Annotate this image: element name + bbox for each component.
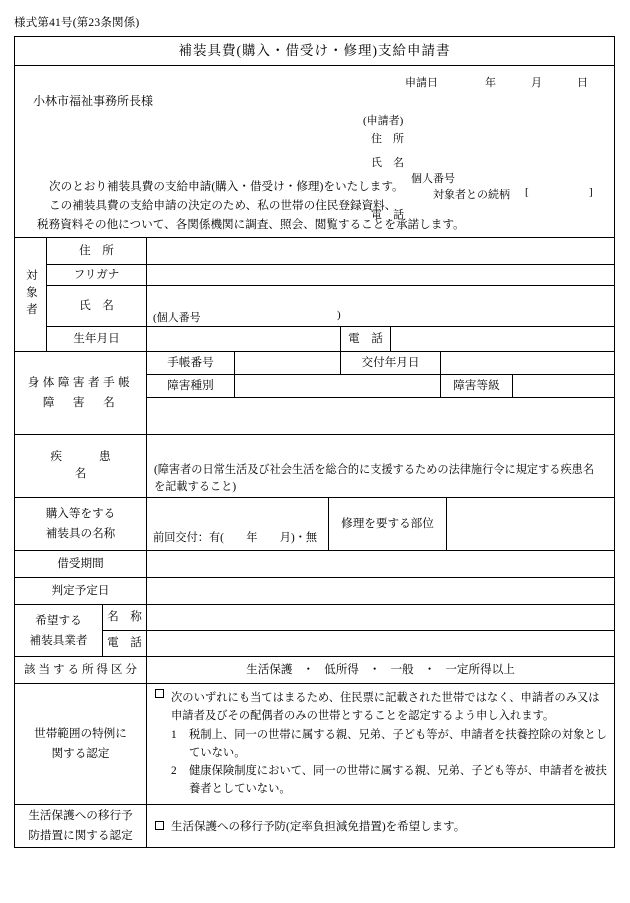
disability-type-row <box>147 375 614 398</box>
disability-grade-value[interactable] <box>513 375 614 397</box>
consent-line-1: 次のとおり補装具費の支給申請(購入・借受け・修理)をいたします。 <box>49 180 404 193</box>
subject-birthdate-value[interactable] <box>147 327 341 351</box>
subject-address-label: 住 所 <box>47 238 147 264</box>
household-exception-label-line2: 関する認定 <box>51 746 110 760</box>
disability-name-row <box>147 398 614 434</box>
disability-side-label-line2: 障 害 名 <box>42 396 119 409</box>
subject-side-label: 対象者 <box>15 238 47 351</box>
applicant-relationship-label: 対象者との続柄 <box>433 189 510 201</box>
disease-label: 疾 患 名 <box>15 435 147 497</box>
household-exception-item-1-line1: 税制上、同一の世帯に属する親、兄弟、子ども等が、申請者を扶養控除の対象とし <box>189 728 607 741</box>
vendor-section <box>15 604 614 656</box>
header-block <box>15 66 614 238</box>
consent-line-3: 税務資料その他について、各関係機関に調査、照会、閲覧することを承諾します。 <box>37 217 465 231</box>
welfare-prevention-section <box>15 804 614 847</box>
household-exception-label <box>15 684 147 804</box>
vendor-side-label <box>15 605 103 656</box>
subject-address-row <box>47 238 614 265</box>
subject-name-value[interactable] <box>147 286 614 326</box>
vendor-name-row <box>103 605 614 631</box>
household-exception-item-2 <box>155 762 607 799</box>
disease-value[interactable] <box>147 435 614 497</box>
assessment-date-value[interactable] <box>147 578 614 604</box>
disease-section <box>15 434 614 497</box>
disability-type-value[interactable] <box>235 375 441 397</box>
subject-name-row <box>47 286 614 327</box>
household-exception-item-1-num: 1 <box>171 728 177 741</box>
welfare-prevention-label <box>15 805 147 847</box>
handbook-number-row <box>147 352 614 375</box>
vendor-name-value[interactable] <box>147 605 614 630</box>
month-label: 月 <box>531 77 542 89</box>
previous-issue-text: 前回交付：有( 年 月)・無 <box>153 532 318 544</box>
subject-phone-label: 電 話 <box>341 327 391 351</box>
subject-furigana-label: フリガナ <box>47 265 147 285</box>
vendor-phone-value[interactable] <box>147 631 614 656</box>
household-exception-item-2-num: 2 <box>171 765 177 778</box>
repair-part-value[interactable] <box>447 498 614 550</box>
assessment-date-label: 判定予定日 <box>15 578 147 604</box>
income-option-0[interactable]: 生活保護 <box>246 662 293 676</box>
device-label <box>15 498 147 550</box>
household-exception-item-1 <box>155 726 607 763</box>
subject-birthdate-label: 生年月日 <box>47 327 147 351</box>
handbook-number-value[interactable] <box>235 352 341 374</box>
income-section <box>15 656 614 683</box>
vendor-label-line2: 補装具業者 <box>29 633 88 647</box>
household-exception-body <box>147 684 614 804</box>
subject-section <box>15 238 614 351</box>
income-option-3[interactable]: 一定所得以上 <box>445 662 515 676</box>
issue-date-value[interactable] <box>441 352 614 374</box>
disability-side-label-line1: 身体障害者手帳 <box>27 375 134 389</box>
disease-note <box>154 462 610 496</box>
applicant-name-label: 氏 名 <box>371 157 404 169</box>
vendor-phone-row <box>103 631 614 656</box>
household-exception-intro-line2: 申請者及びその配偶者のみの世帯とすることを認定するよう申し入れます。 <box>171 710 555 723</box>
subject-phone-value[interactable] <box>391 327 614 351</box>
welfare-prevention-label-line2: 防措置に関する認定 <box>28 828 133 842</box>
disease-note-line2: を記載すること) <box>154 480 237 493</box>
device-label-line2: 補装具の名称 <box>45 527 116 540</box>
subject-my-number-label: (個人番号 <box>153 312 201 324</box>
relationship-bracket-close: ] <box>589 186 593 198</box>
day-label: 日 <box>577 77 588 89</box>
vendor-phone-label: 電 話 <box>103 631 147 656</box>
applicant-heading: (申請者) <box>363 115 404 127</box>
income-option-2[interactable]: 一般 <box>390 662 414 676</box>
form-title: 補装具費(購入・借受け・修理)支給申請書 <box>15 37 614 66</box>
form-number: 様式第41号(第23条関係) <box>14 17 140 29</box>
device-label-line1: 購入等をする <box>45 507 116 521</box>
vendor-label-line1: 希望する <box>35 613 82 627</box>
consent-text <box>37 178 465 234</box>
issue-date-label: 交付年月日 <box>341 352 441 374</box>
disease-note-line1: (障害者の日常生活及び社会生活を総合的に支援するための法律施行令に規定する疾患名 <box>154 464 595 476</box>
device-section <box>15 497 614 550</box>
welfare-prevention-statement: 生活保護への移行予防(定率負担減免措置)を希望します。 <box>171 820 466 833</box>
subject-furigana-row <box>47 265 614 286</box>
lease-period-row <box>15 550 614 577</box>
relationship-bracket-open: [ <box>525 186 529 198</box>
welfare-prevention-body <box>147 805 614 847</box>
applicant-address-label: 住 所 <box>371 133 404 145</box>
welfare-prevention-label-line1: 生活保護への移行予 <box>28 809 133 823</box>
lease-period-label: 借受期間 <box>15 551 147 577</box>
disability-type-label: 障害種別 <box>147 375 235 397</box>
household-exception-label-line1: 世帯範囲の特例に <box>34 727 127 741</box>
welfare-prevention-checkbox[interactable] <box>155 821 164 830</box>
addressee-honorific: 様 <box>141 94 154 108</box>
subject-furigana-value[interactable] <box>147 265 614 285</box>
subject-address-value[interactable] <box>147 238 614 264</box>
applicant-phone-label: 電 話 <box>371 209 404 221</box>
consent-line-2: この補装具費の支給申請の決定のため、私の世帯の住民登録資料、 <box>49 198 397 212</box>
household-exception-section <box>15 683 614 804</box>
disability-side-label <box>15 352 147 434</box>
handbook-number-label: 手帳番号 <box>147 352 235 374</box>
household-exception-checkbox[interactable] <box>155 689 164 698</box>
income-separator-3: ・ <box>423 662 436 676</box>
disability-name-value[interactable] <box>147 398 614 434</box>
income-separator-1: ・ <box>302 662 315 676</box>
vendor-name-label: 名 称 <box>103 605 147 630</box>
subject-birth-row <box>47 327 614 351</box>
subject-my-number-close: ) <box>337 309 341 321</box>
income-options[interactable] <box>147 657 614 683</box>
disability-grade-label: 障害等級 <box>441 375 513 397</box>
household-exception-item-2-line2: 養者としていない。 <box>189 783 291 796</box>
assessment-date-row <box>15 577 614 604</box>
application-date-label: 申請日 <box>405 77 438 89</box>
income-option-1[interactable]: 低所得 <box>324 662 359 676</box>
lease-period-value[interactable] <box>147 551 614 577</box>
applicant-my-number-label: 個人番号 <box>411 173 455 185</box>
device-name-value[interactable] <box>147 498 329 550</box>
subject-name-label: 氏 名 <box>47 286 147 326</box>
disability-section <box>15 351 614 434</box>
household-exception-item-2-line1: 健康保険制度において、同一の世帯に属する親、兄弟、子ども等が、申請者を被扶 <box>189 765 607 778</box>
form-frame <box>14 36 615 848</box>
household-exception-intro-line1: 次のいずれにも当てはまるため、住民票に記載された世帯ではなく、申請者のみ又は <box>171 692 600 704</box>
repair-part-label: 修理を要する部位 <box>329 498 447 550</box>
household-exception-item-1-line2: ていない。 <box>189 746 246 759</box>
income-label: 該 当 す る 所 得 区 分 <box>15 657 147 683</box>
income-separator-2: ・ <box>368 662 381 676</box>
addressee: 小林市福祉事務所長 <box>33 94 142 108</box>
year-label: 年 <box>485 77 496 89</box>
